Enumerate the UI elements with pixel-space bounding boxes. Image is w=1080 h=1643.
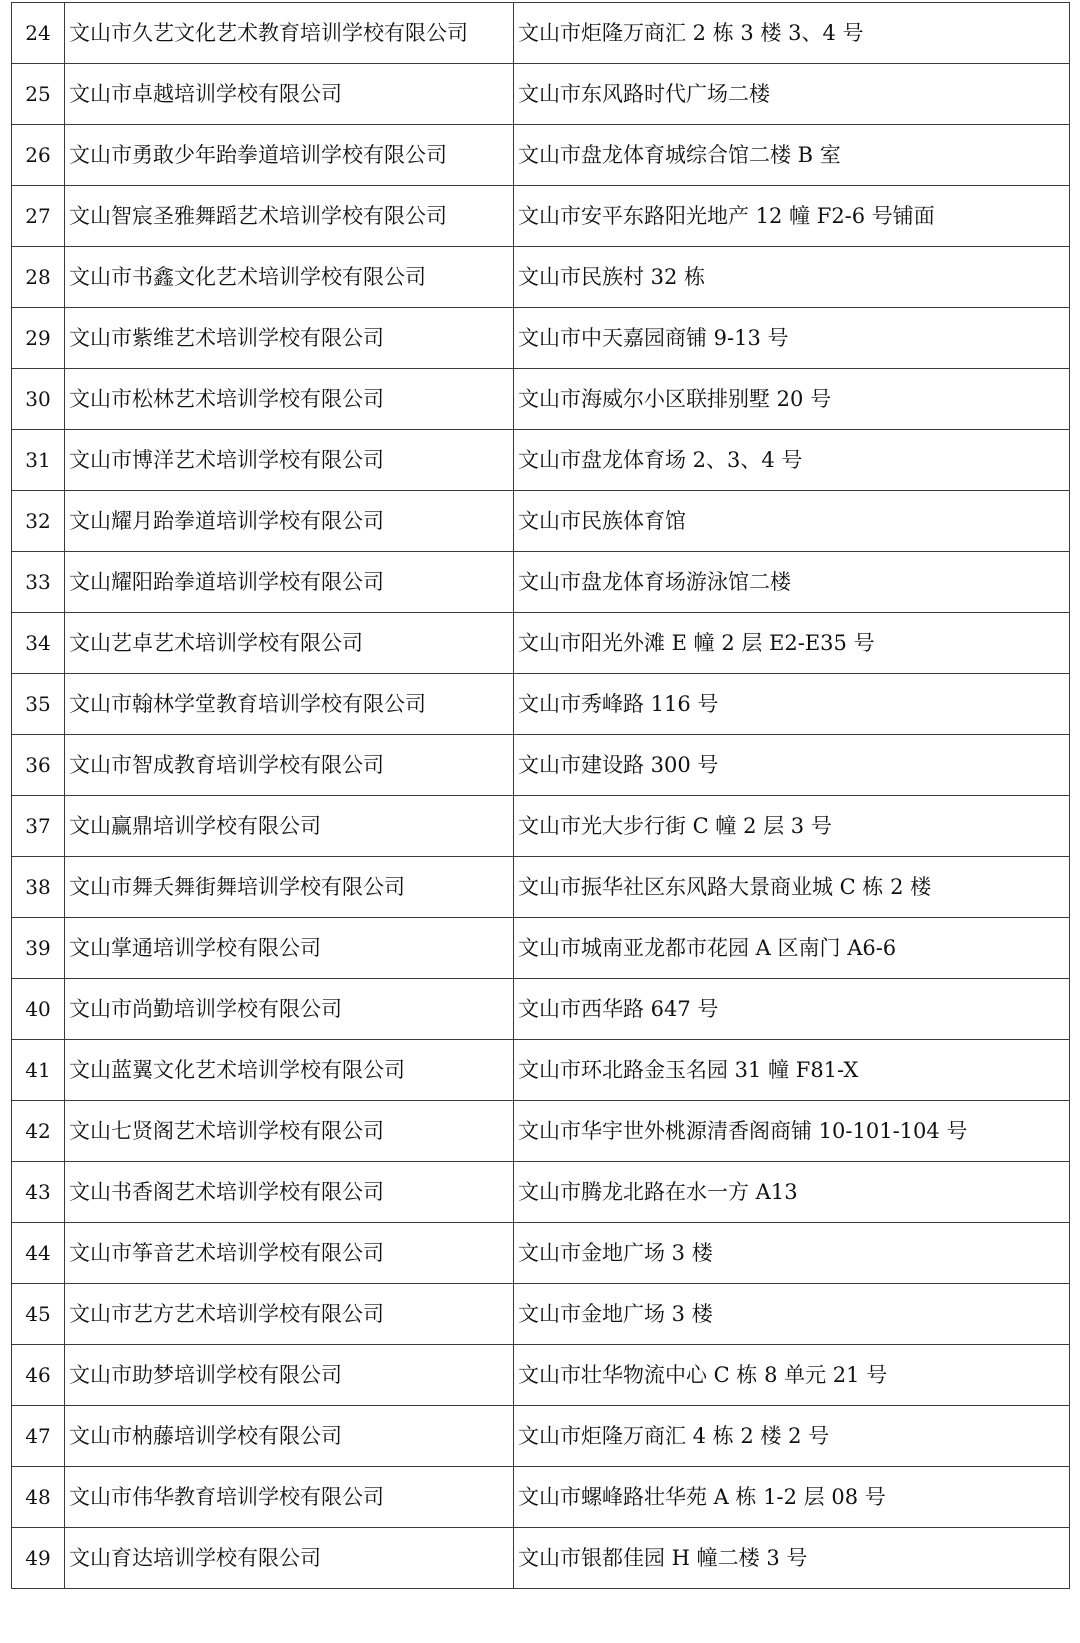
table-row [12,918,1070,979]
row-number-cell: 32 [12,491,65,552]
row-number-cell: 25 [12,64,65,125]
school-address-cell: 文山市腾龙北路在水一方 A13 [514,1162,1070,1223]
row-number-cell: 33 [12,552,65,613]
school-address-cell: 文山市安平东路阳光地产 12 幢 F2-6 号铺面 [514,186,1070,247]
table-row [12,979,1070,1040]
school-address-cell: 文山市环北路金玉名园 31 幢 F81-X [514,1040,1070,1101]
row-number-cell: 38 [12,857,65,918]
school-address-cell: 文山市炬隆万商汇 2 栋 3 楼 3、4 号 [514,3,1070,64]
table-row [12,430,1070,491]
row-number-cell: 36 [12,735,65,796]
table-row [12,491,1070,552]
school-name-cell: 文山赢鼎培训学校有限公司 [65,796,514,857]
table-row [12,1162,1070,1223]
table-row [12,1467,1070,1528]
row-number-cell: 29 [12,308,65,369]
table-row [12,1101,1070,1162]
school-name-cell: 文山育达培训学校有限公司 [65,1528,514,1589]
row-number-cell: 49 [12,1528,65,1589]
table-row [12,1528,1070,1589]
school-name-cell: 文山市松林艺术培训学校有限公司 [65,369,514,430]
school-list-table [11,2,1070,1589]
school-name-cell: 文山市筝音艺术培训学校有限公司 [65,1223,514,1284]
school-address-cell: 文山市金地广场 3 楼 [514,1223,1070,1284]
school-address-cell: 文山市盘龙体育场游泳馆二楼 [514,552,1070,613]
table-body [12,3,1070,1589]
row-number-cell: 47 [12,1406,65,1467]
school-name-cell: 文山市书鑫文化艺术培训学校有限公司 [65,247,514,308]
school-address-cell: 文山市银都佳园 H 幢二楼 3 号 [514,1528,1070,1589]
table-row [12,369,1070,430]
school-name-cell: 文山七贤阁艺术培训学校有限公司 [65,1101,514,1162]
row-number-cell: 39 [12,918,65,979]
school-address-cell: 文山市城南亚龙都市花园 A 区南门 A6-6 [514,918,1070,979]
school-name-cell: 文山市翰林学堂教育培训学校有限公司 [65,674,514,735]
row-number-cell: 31 [12,430,65,491]
school-name-cell: 文山市紫维艺术培训学校有限公司 [65,308,514,369]
school-address-cell: 文山市秀峰路 116 号 [514,674,1070,735]
row-number-cell: 43 [12,1162,65,1223]
school-name-cell: 文山市助梦培训学校有限公司 [65,1345,514,1406]
school-address-cell: 文山市盘龙体育场 2、3、4 号 [514,430,1070,491]
school-address-cell: 文山市西华路 647 号 [514,979,1070,1040]
row-number-cell: 48 [12,1467,65,1528]
school-address-cell: 文山市光大步行街 C 幢 2 层 3 号 [514,796,1070,857]
row-number-cell: 46 [12,1345,65,1406]
table-row [12,1345,1070,1406]
school-address-cell: 文山市振华社区东风路大景商业城 C 栋 2 楼 [514,857,1070,918]
school-address-cell: 文山市民族村 32 栋 [514,247,1070,308]
school-address-cell: 文山市民族体育馆 [514,491,1070,552]
table-row [12,552,1070,613]
row-number-cell: 42 [12,1101,65,1162]
school-name-cell: 文山书香阁艺术培训学校有限公司 [65,1162,514,1223]
school-address-cell: 文山市海威尔小区联排别墅 20 号 [514,369,1070,430]
table-row [12,796,1070,857]
school-address-cell: 文山市壮华物流中心 C 栋 8 单元 21 号 [514,1345,1070,1406]
row-number-cell: 45 [12,1284,65,1345]
row-number-cell: 35 [12,674,65,735]
school-name-cell: 文山市智成教育培训学校有限公司 [65,735,514,796]
table-row [12,735,1070,796]
row-number-cell: 24 [12,3,65,64]
school-name-cell: 文山市枘藤培训学校有限公司 [65,1406,514,1467]
school-name-cell: 文山耀月跆拳道培训学校有限公司 [65,491,514,552]
row-number-cell: 34 [12,613,65,674]
table-row [12,1284,1070,1345]
school-address-cell: 文山市阳光外滩 E 幢 2 层 E2-E35 号 [514,613,1070,674]
table-row [12,186,1070,247]
table-row [12,125,1070,186]
school-address-cell: 文山市东风路时代广场二楼 [514,64,1070,125]
table-row [12,857,1070,918]
table-row [12,308,1070,369]
table-row [12,1223,1070,1284]
school-name-cell: 文山市艺方艺术培训学校有限公司 [65,1284,514,1345]
table-row [12,64,1070,125]
school-name-cell: 文山市尚勤培训学校有限公司 [65,979,514,1040]
school-address-cell: 文山市盘龙体育城综合馆二楼 B 室 [514,125,1070,186]
row-number-cell: 26 [12,125,65,186]
table-row [12,1040,1070,1101]
row-number-cell: 30 [12,369,65,430]
school-name-cell: 文山蓝翼文化艺术培训学校有限公司 [65,1040,514,1101]
row-number-cell: 41 [12,1040,65,1101]
table-row [12,674,1070,735]
row-number-cell: 27 [12,186,65,247]
row-number-cell: 37 [12,796,65,857]
school-name-cell: 文山市久艺文化艺术教育培训学校有限公司 [65,3,514,64]
school-name-cell: 文山耀阳跆拳道培训学校有限公司 [65,552,514,613]
school-name-cell: 文山市卓越培训学校有限公司 [65,64,514,125]
school-address-cell: 文山市炬隆万商汇 4 栋 2 楼 2 号 [514,1406,1070,1467]
table-row [12,613,1070,674]
table-row [12,1406,1070,1467]
row-number-cell: 40 [12,979,65,1040]
school-name-cell: 文山市勇敢少年跆拳道培训学校有限公司 [65,125,514,186]
row-number-cell: 28 [12,247,65,308]
school-name-cell: 文山市博洋艺术培训学校有限公司 [65,430,514,491]
school-name-cell: 文山艺卓艺术培训学校有限公司 [65,613,514,674]
school-address-cell: 文山市中天嘉园商铺 9-13 号 [514,308,1070,369]
school-name-cell: 文山市舞夭舞街舞培训学校有限公司 [65,857,514,918]
school-address-cell: 文山市金地广场 3 楼 [514,1284,1070,1345]
row-number-cell: 44 [12,1223,65,1284]
table-row [12,247,1070,308]
school-address-cell: 文山市华宇世外桃源清香阁商铺 10-101-104 号 [514,1101,1070,1162]
school-name-cell: 文山智宸圣雅舞蹈艺术培训学校有限公司 [65,186,514,247]
school-address-cell: 文山市建设路 300 号 [514,735,1070,796]
school-address-cell: 文山市螺峰路壮华苑 A 栋 1-2 层 08 号 [514,1467,1070,1528]
table-row [12,3,1070,64]
school-name-cell: 文山掌通培训学校有限公司 [65,918,514,979]
school-name-cell: 文山市伟华教育培训学校有限公司 [65,1467,514,1528]
